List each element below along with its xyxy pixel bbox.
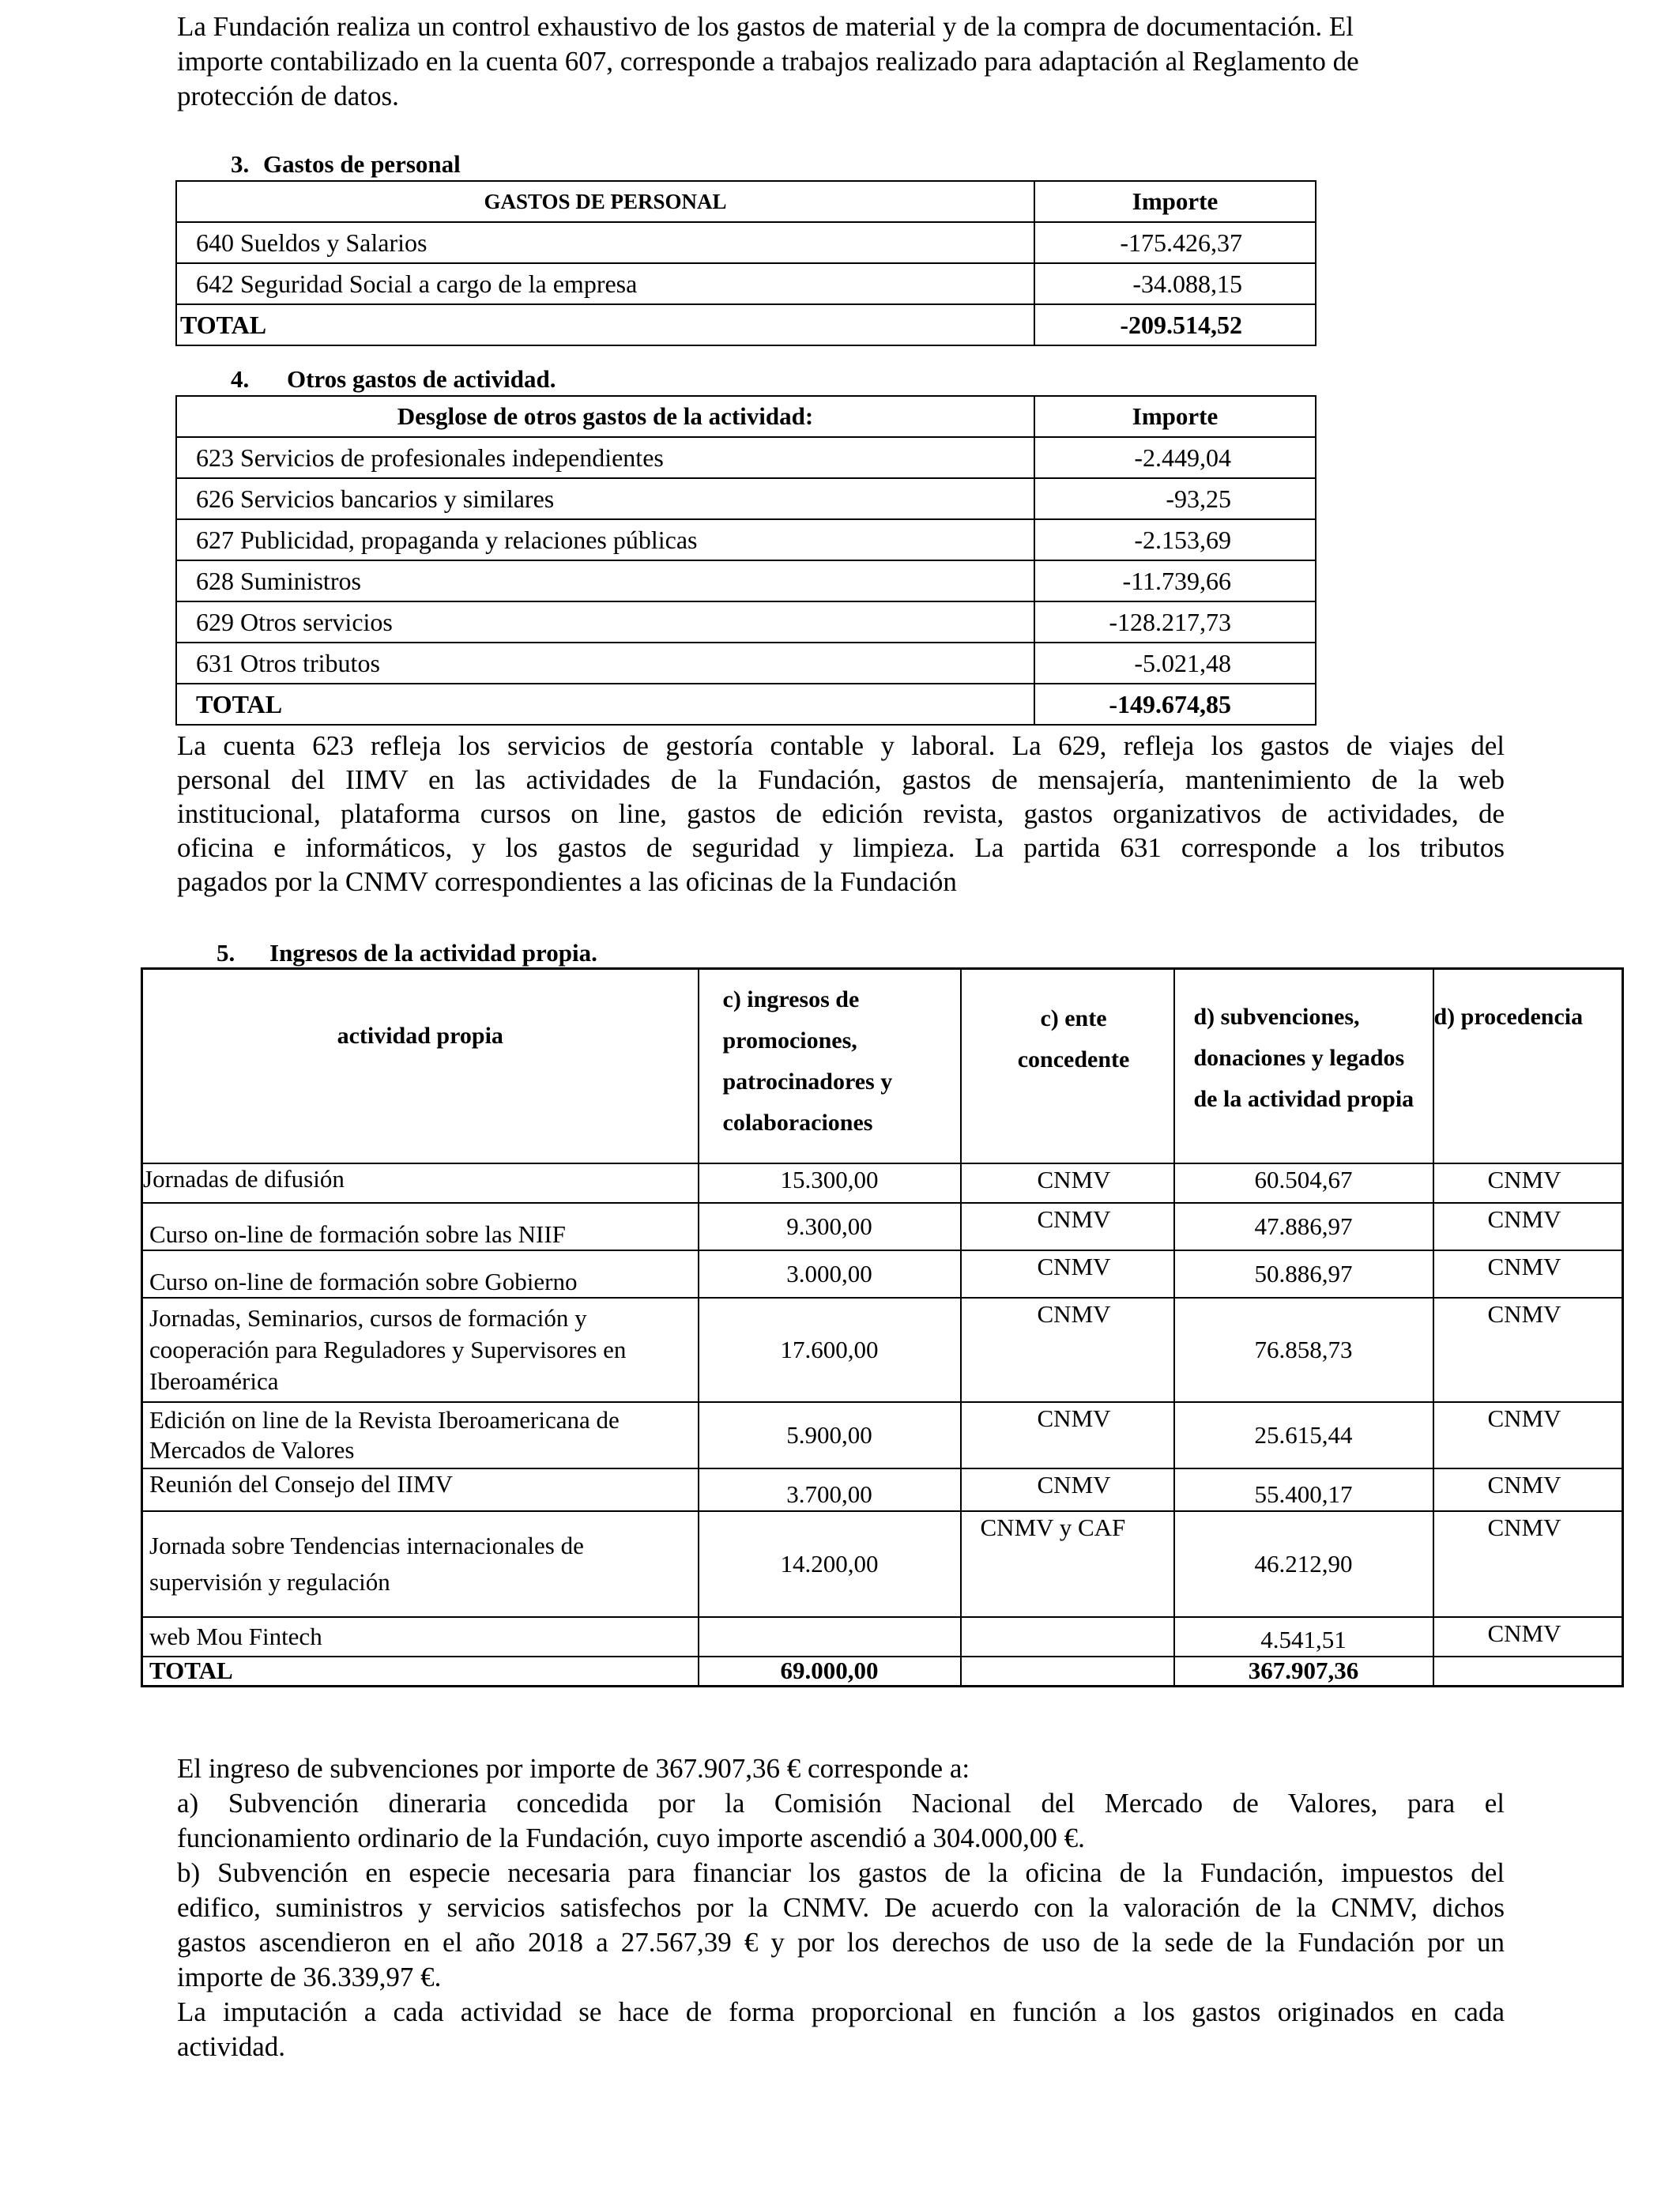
table-row — [142, 1203, 1623, 1250]
row-origin: CNMV — [1433, 1163, 1623, 1203]
row-amount: -175.426,37 — [1034, 222, 1316, 263]
table-row — [142, 1402, 1623, 1468]
row-entity: CNMV — [961, 1250, 1174, 1298]
row-grants: 76.858,73 — [1174, 1298, 1433, 1402]
row-income: 17.600,00 — [699, 1298, 961, 1402]
section-5-heading — [217, 937, 597, 969]
row-amount: -34.088,15 — [1034, 263, 1316, 304]
row-income: 9.300,00 — [699, 1203, 961, 1250]
row-entity — [961, 1617, 1174, 1657]
table-row — [176, 601, 1316, 643]
row-amount: -2.449,04 — [1034, 437, 1316, 478]
header-label: GASTOS DE PERSONAL — [176, 181, 1034, 222]
row-activity: Curso on-line de formación sobre Gobierno — [142, 1250, 699, 1298]
table-row — [176, 643, 1316, 684]
row-grants: 55.400,17 — [1174, 1468, 1433, 1511]
row-entity: CNMV — [961, 1163, 1174, 1203]
table-header-row — [176, 181, 1316, 222]
closing-line: b) Subvención en especie necesaria para financiar los gastos de la oficina de la Fundación, impuestos del — [177, 1857, 1505, 1888]
row-grants: 46.212,90 — [1174, 1511, 1433, 1617]
closing-line: El ingreso de subvenciones por importe de 367.907,36 € corresponde a: — [177, 1753, 970, 1784]
table-row — [176, 519, 1316, 560]
table-total-row — [176, 684, 1316, 725]
row-label: 640 Sueldos y Salarios — [176, 222, 1034, 263]
table-row — [176, 222, 1316, 263]
row-origin: CNMV — [1433, 1511, 1623, 1617]
note-line: oficina e informáticos, y los gastos de seguridad y limpieza. La partida 631 corresponde a los tributos — [177, 832, 1505, 863]
total-activity: TOTAL — [142, 1657, 699, 1687]
table-row — [142, 1511, 1623, 1617]
row-income: 3.000,00 — [699, 1250, 961, 1298]
closing-line: a) Subvención dineraria concedida por la Comisión Nacional del Mercado de Valores, para el — [177, 1788, 1505, 1819]
row-grants: 50.886,97 — [1174, 1250, 1433, 1298]
row-grants: 60.504,67 — [1174, 1163, 1433, 1203]
header-amount: Importe — [1034, 181, 1316, 222]
section-number: 5. — [217, 939, 235, 967]
total-origin — [1433, 1657, 1623, 1687]
closing-line: edifico, suministros y servicios satisfechos por la CNMV. De acuerdo con la valoración de la CNMV, dichos — [177, 1892, 1505, 1923]
section-title: Gastos de personal — [263, 150, 461, 178]
intro-line: protección de datos. — [177, 81, 399, 111]
header-origin: d) procedencia — [1433, 969, 1623, 1163]
section-title: Ingresos de la actividad propia. — [269, 939, 597, 967]
total-label: TOTAL — [176, 304, 1034, 345]
row-label: 631 Otros tributos — [176, 643, 1034, 684]
table-header-row — [142, 969, 1623, 1163]
table-header-row — [176, 396, 1316, 437]
table-row — [176, 263, 1316, 304]
table-total-row — [142, 1657, 1623, 1687]
note-line: La cuenta 623 refleja los servicios de gestoría contable y laboral. La 629, refleja los gastos de viajes del — [177, 730, 1505, 761]
note-line: institucional, plataforma cursos on line, gastos de edición revista, gastos organizativos de actividades, de — [177, 798, 1505, 829]
row-activity: Jornadas, Seminarios, cursos de formación y cooperación para Reguladores y Supervisores en Iberoamérica — [142, 1298, 699, 1402]
row-income: 3.700,00 — [699, 1468, 961, 1511]
row-activity: Curso on-line de formación sobre las NIIF — [142, 1203, 699, 1250]
other-expenses-note — [177, 729, 1505, 899]
row-entity: CNMV y CAF — [961, 1511, 1174, 1617]
header-income: c) ingresos de promociones, patrocinadores y colaboraciones — [699, 969, 961, 1163]
row-amount: -5.021,48 — [1034, 643, 1316, 684]
row-amount: -93,25 — [1034, 478, 1316, 519]
table-row — [142, 1468, 1623, 1511]
section-3-heading — [231, 149, 461, 180]
row-origin: CNMV — [1433, 1298, 1623, 1402]
total-income: 69.000,00 — [699, 1657, 961, 1687]
table-total-row — [176, 304, 1316, 345]
row-entity: CNMV — [961, 1402, 1174, 1468]
table-row — [142, 1298, 1623, 1402]
row-grants: 25.615,44 — [1174, 1402, 1433, 1468]
row-activity: Jornadas de difusión — [142, 1163, 699, 1203]
row-activity: web Mou Fintech — [142, 1617, 699, 1657]
row-label: 626 Servicios bancarios y similares — [176, 478, 1034, 519]
row-label: 627 Publicidad, propaganda y relaciones públicas — [176, 519, 1034, 560]
header-grants: d) subvenciones, donaciones y legados de la actividad propia — [1174, 969, 1433, 1163]
table-row — [176, 437, 1316, 478]
row-origin: CNMV — [1433, 1402, 1623, 1468]
row-activity: Reunión del Consejo del IIMV — [142, 1468, 699, 1511]
section-number: 3. — [231, 150, 250, 178]
header-label: Desglose de otros gastos de la actividad: — [176, 396, 1034, 437]
other-expenses-table — [175, 395, 1317, 726]
closing-line: importe de 36.339,97 €. — [177, 1962, 442, 1992]
row-origin: CNMV — [1433, 1250, 1623, 1298]
row-label: 629 Otros servicios — [176, 601, 1034, 643]
intro-paragraph — [177, 9, 1505, 114]
section-title: Otros gastos de actividad. — [287, 365, 556, 393]
row-income — [699, 1617, 961, 1657]
row-label: 642 Seguridad Social a cargo de la empresa — [176, 263, 1034, 304]
table-row — [142, 1250, 1623, 1298]
row-income: 5.900,00 — [699, 1402, 961, 1468]
row-entity: CNMV — [961, 1203, 1174, 1250]
row-income: 14.200,00 — [699, 1511, 961, 1617]
row-activity: Jornada sobre Tendencias internacionales de supervisión y regulación — [142, 1511, 699, 1617]
closing-line: La imputación a cada actividad se hace de forma proporcional en función a los gastos originados en cada — [177, 1996, 1505, 2027]
note-line: personal del IIMV en las actividades de la Fundación, gastos de mensajería, mantenimiento de la web — [177, 764, 1505, 795]
row-label: 623 Servicios de profesionales independientes — [176, 437, 1034, 478]
row-origin: CNMV — [1433, 1617, 1623, 1657]
row-entity: CNMV — [961, 1468, 1174, 1511]
row-entity: CNMV — [961, 1298, 1174, 1402]
table-row — [142, 1163, 1623, 1203]
row-origin: CNMV — [1433, 1203, 1623, 1250]
note-line: pagados por la CNMV correspondientes a las oficinas de la Fundación — [177, 866, 957, 897]
total-grants: 367.907,36 — [1174, 1657, 1433, 1687]
header-entity: c) ente concedente — [961, 969, 1174, 1163]
row-grants: 4.541,51 — [1174, 1617, 1433, 1657]
section-4-heading — [231, 364, 556, 395]
closing-paragraph — [177, 1751, 1505, 2064]
closing-line: gastos ascendieron en el año 2018 a 27.567,39 € y por los derechos de uso de la sede de la Fundación por un — [177, 1927, 1505, 1958]
total-amount: -149.674,85 — [1034, 684, 1316, 725]
header-amount: Importe — [1034, 396, 1316, 437]
header-activity: actividad propia — [142, 969, 699, 1163]
table-row — [176, 560, 1316, 601]
total-entity — [961, 1657, 1174, 1687]
row-income: 15.300,00 — [699, 1163, 961, 1203]
table-row — [142, 1617, 1623, 1657]
total-label: TOTAL — [176, 684, 1034, 725]
intro-line: La Fundación realiza un control exhaustivo de los gastos de material y de la compra de documentación. El — [177, 11, 1354, 42]
closing-line: funcionamiento ordinario de la Fundación, cuyo importe ascendió a 304.000,00 €. — [177, 1823, 1085, 1853]
closing-line: actividad. — [177, 2031, 286, 2062]
table-row — [176, 478, 1316, 519]
intro-line: importe contabilizado en la cuenta 607, corresponde a trabajos realizado para adaptación al Reglamento de — [177, 46, 1359, 77]
row-amount: -11.739,66 — [1034, 560, 1316, 601]
row-label: 628 Suministros — [176, 560, 1034, 601]
personnel-expenses-table — [175, 180, 1317, 346]
row-origin: CNMV — [1433, 1468, 1623, 1511]
own-activity-income-table — [141, 967, 1624, 1687]
row-amount: -2.153,69 — [1034, 519, 1316, 560]
row-grants: 47.886,97 — [1174, 1203, 1433, 1250]
total-amount: -209.514,52 — [1034, 304, 1316, 345]
row-amount: -128.217,73 — [1034, 601, 1316, 643]
row-activity: Edición on line de la Revista Iberoamericana de Mercados de Valores — [142, 1402, 699, 1468]
section-number: 4. — [231, 365, 250, 393]
